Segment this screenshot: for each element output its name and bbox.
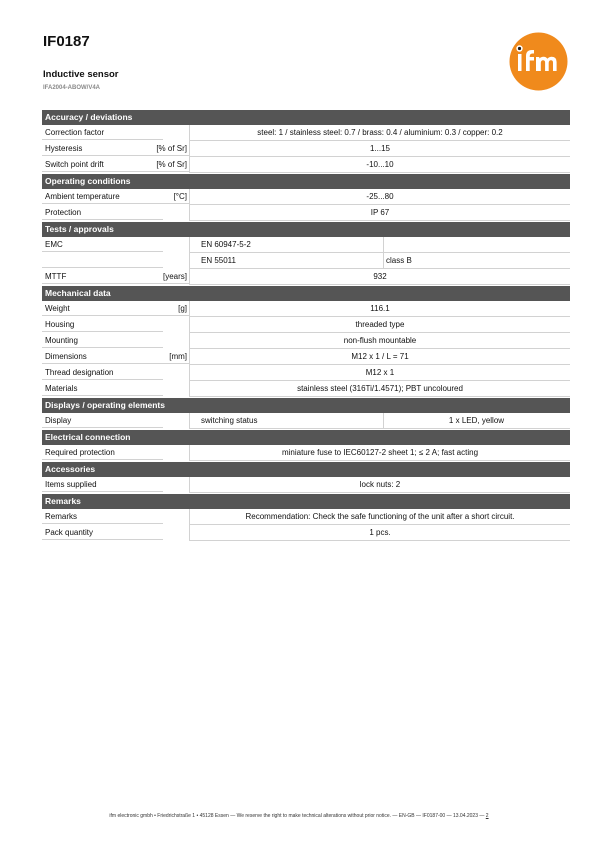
row-unit: [°C] [173,192,187,201]
row-value: 116.1 [370,304,390,313]
row-value: -10...10 [366,160,394,169]
spec-table [42,109,570,541]
spec-row [42,301,570,317]
page-footer [0,813,598,819]
row-value: stainless steel (316Ti/1.4571); PBT uncoloured [297,384,463,393]
row-value: 932 [373,272,387,281]
footer-text: ifm electronic gmbh • Friedrichstraße 1 • 45128 Essen — We reserve the right to make technical alterations without prior notice. — EN-GB — IF0187-00 — 13.04.2023 — [109,813,485,819]
spec-row [42,125,570,141]
cell-divider [383,237,384,253]
row-label: Items supplied [45,480,97,489]
spec-row [42,253,570,269]
row-value-secondary: class B [386,256,412,265]
spec-row [42,349,570,365]
row-label: Weight [45,304,70,313]
row-label: Dimensions [45,352,87,361]
cell-divider [383,253,384,269]
spec-row [42,381,570,397]
row-label: EMC [45,240,63,249]
row-label: Pack quantity [45,528,94,537]
row-value: M12 x 1 [365,368,395,377]
section-header: Operating conditions [42,174,570,189]
row-value: steel: 1 / stainless steel: 0.7 / brass: 0.4 / aluminium: 0.3 / copper: 0.2 [257,128,503,137]
row-value: -25...80 [366,192,394,201]
row-label: Display [45,416,72,425]
row-value: Recommendation: Check the safe functioning of the unit after a short circuit. [245,512,515,521]
spec-row [42,509,570,525]
section-header: Mechanical data [42,286,570,301]
spec-row [42,413,570,429]
product-subtitle: Inductive sensor [43,69,119,80]
row-label: Correction factor [45,128,105,137]
row-value: lock nuts: 2 [359,480,401,489]
row-value: EN 60947-5-2 [201,240,251,249]
row-value-secondary: 1 x LED, yellow [448,416,505,425]
section-header: Accessories [42,462,570,477]
spec-row [42,525,570,541]
row-label: Hysteresis [45,144,83,153]
row-label: Switch point drift [45,160,104,169]
spec-row [42,189,570,205]
spec-row [42,269,570,285]
spec-row [42,157,570,173]
ifm-logo-graphic [509,32,568,91]
row-label: Materials [45,384,78,393]
row-label: Mounting [45,336,78,345]
page-number-link[interactable]: 2 [485,813,489,819]
section-header: Electrical connection [42,430,570,445]
row-divider [42,267,163,268]
row-value: miniature fuse to IEC60127-2 sheet 1; ≤ 2 A; fast acting [281,448,479,457]
product-title: IF0187 [43,33,90,50]
section-header: Tests / approvals [42,222,570,237]
row-label: MTTF [45,272,67,281]
row-label: Remarks [45,512,78,521]
row-value: 1...15 [369,144,390,153]
row-value: non-flush mountable [343,336,417,345]
row-unit: [mm] [169,352,187,361]
ifm-logo [509,32,568,91]
row-value: 1 pcs. [369,528,391,537]
spec-row [42,317,570,333]
spec-row [42,141,570,157]
row-unit: [g] [178,304,187,313]
spec-row [42,365,570,381]
value-cell [189,253,570,269]
row-value: EN 55011 [201,256,236,265]
row-label: Housing [45,320,75,329]
row-label: Required protection [45,448,115,457]
section-header: Remarks [42,494,570,509]
row-value: switching status [201,416,258,425]
row-label: Ambient temperature [45,192,120,201]
row-value: M12 x 1 / L = 71 [351,352,409,361]
spec-row [42,333,570,349]
row-unit: [% of Sr] [156,144,187,153]
row-value: IP 67 [370,208,390,217]
section-header: Accuracy / deviations [42,110,570,125]
row-label: Thread designation [45,368,114,377]
spec-row [42,445,570,461]
row-label: Protection [45,208,82,217]
spec-row [42,237,570,253]
row-unit: [years] [162,272,187,281]
spec-row [42,477,570,493]
article-number: IFA2004-ABOW/V4A [43,85,101,91]
spec-row [42,205,570,221]
row-value: threaded type [355,320,405,329]
section-header: Displays / operating elements [42,398,570,413]
row-unit: [% of Sr] [156,160,187,169]
